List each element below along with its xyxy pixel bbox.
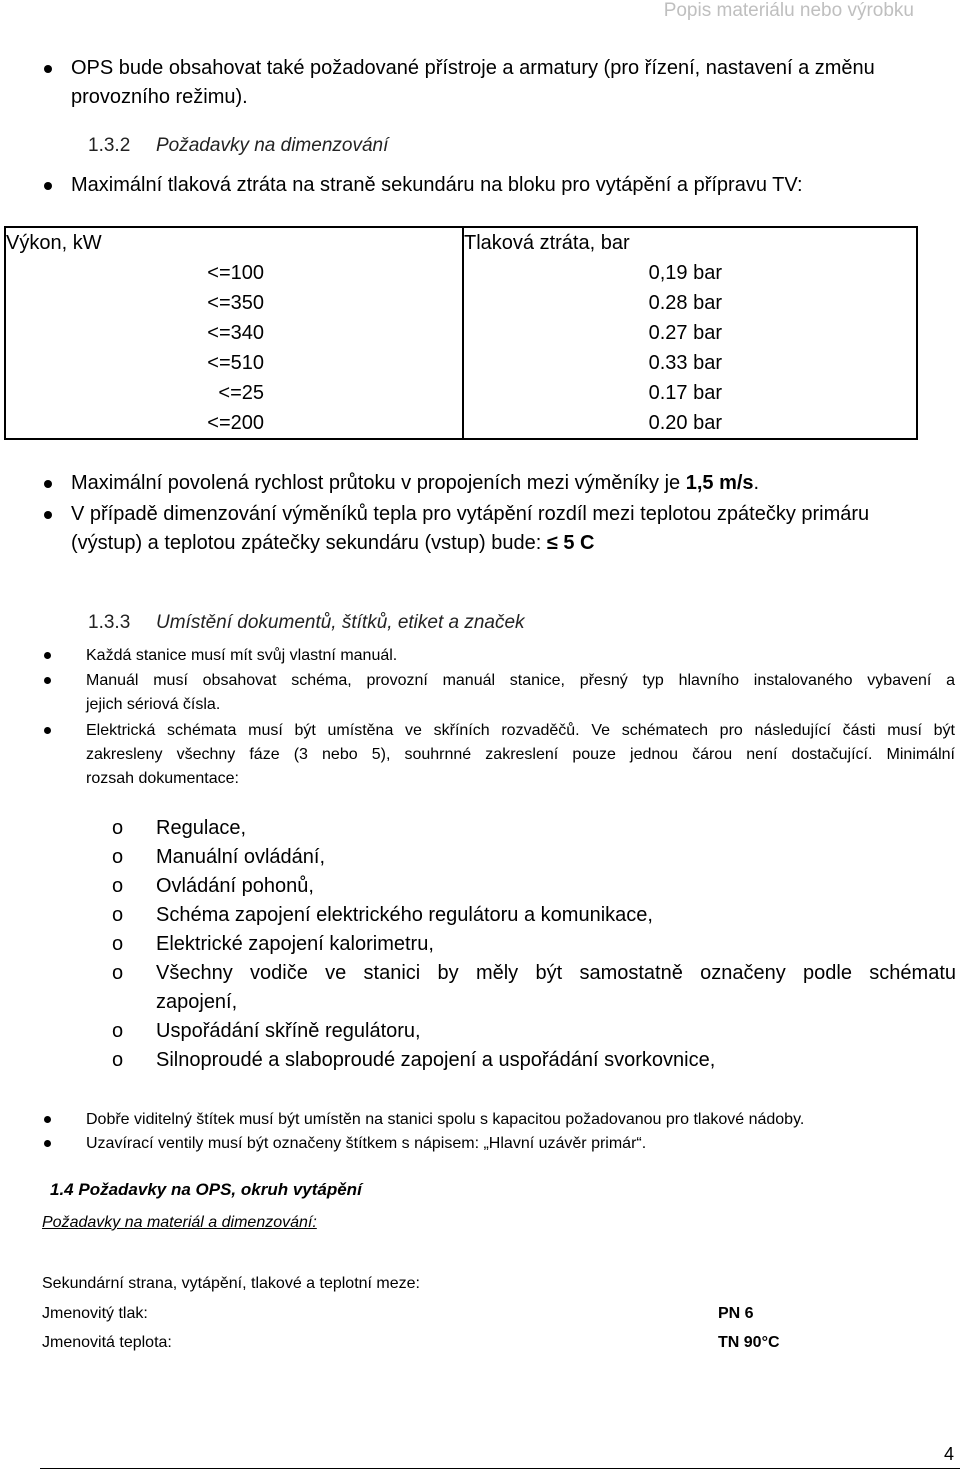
table-row (5, 318, 917, 348)
limits-label-pressure: Jmenovitý tlak: (42, 1305, 148, 1322)
bullet-own-manual: Každá stanice musí mít svůj vlastní manuál. (86, 647, 398, 664)
bullet-dot (44, 727, 51, 734)
table-cell-power: <=510 (207, 352, 264, 374)
bullet-ops-line1: OPS bude obsahovat také požadované přístroje a armatury (pro řízení, nastavení a změnu (71, 57, 875, 79)
flow-text: Maximální povolená rychlost průtoku v propojeních mezi výměníky je (71, 472, 686, 494)
limits-intro: Sekundární strana, vytápění, tlakové a teplotní meze: (42, 1275, 420, 1292)
bullet-dot (44, 480, 52, 488)
section-number-132: 1.3.2 (88, 135, 131, 156)
list-item: Manuální ovládání, (156, 846, 326, 868)
table-cell-loss: 0.28 bar (648, 292, 722, 314)
list-marker: o (112, 817, 124, 839)
table-cell-loss: 0.20 bar (648, 412, 722, 434)
bullet-dot (44, 677, 51, 684)
bullet-dot (44, 65, 52, 73)
list-item: Schéma zapojení elektrického regulátoru a komunikace, (156, 904, 653, 926)
table-cell-power: <=350 (207, 292, 264, 314)
bullet-manual-contents-line1: Manuál musí obsahovat schéma, provozní manuál stanice, přesný typ hlavního instalovaného vybavení a (86, 672, 955, 689)
table-row (5, 378, 917, 408)
list-marker: o (112, 904, 124, 926)
table-cell-power: <=25 (218, 382, 264, 404)
table-row (5, 348, 917, 378)
temp-value: ≤ 5 C (546, 532, 595, 554)
table-cell-power: <=200 (207, 412, 264, 434)
limits-value-pressure: PN 6 (718, 1305, 754, 1322)
list-item: Ovládání pohonů, (156, 875, 314, 897)
table-row (5, 288, 917, 318)
table-cell-loss: 0.27 bar (648, 322, 722, 344)
bullet-dot (44, 652, 51, 659)
table-cell-loss: 0.33 bar (648, 352, 722, 374)
bullet-dot (44, 182, 52, 190)
bullet-dot (44, 1140, 51, 1147)
list-marker: o (112, 933, 124, 955)
table-row (5, 408, 917, 439)
list-marker: o (112, 875, 124, 897)
list-item: Silnoproudé a slaboproudé zapojení a uspořádání svorkovnice, (156, 1049, 716, 1071)
list-item: Všechny vodiče ve stanici by měly být samostatně označeny podle schématu (156, 962, 956, 984)
list-item-continuation: zapojení, (156, 991, 238, 1013)
bullet-temp-line2 (71, 529, 594, 558)
bullet-schematics-line3: rozsah dokumentace: (86, 770, 239, 787)
bullet-shutoff-valves: Uzavírací ventily musí být označeny štítkem s nápisem: „Hlavní uzávěr primár“. (86, 1135, 647, 1152)
list-marker: o (112, 962, 124, 984)
temp-text: (výstup) a teplotou zpátečky sekundáru (vstup) bude: (71, 532, 547, 554)
table-cell-loss: 0.17 bar (648, 382, 722, 404)
bullet-ops-line2: provozního režimu). (71, 86, 248, 108)
bullet-label-plate: Dobře viditelný štítek musí být umístěn na stanici spolu s kapacitou požadovanou pro tlakové nádoby. (86, 1111, 805, 1128)
table-header-power: Výkon, kW (5, 227, 463, 258)
section-title-133: Umístění dokumentů, štítků, etiket a značek (156, 612, 525, 633)
list-item: Elektrické zapojení kalorimetru, (156, 933, 434, 955)
table-cell-loss: 0,19 bar (648, 262, 722, 284)
document-header-title: Popis materiálu nebo výrobku (663, 0, 914, 21)
section-number-133: 1.3.3 (88, 612, 131, 633)
table-cell-power: <=100 (207, 262, 264, 284)
table-header-row (5, 227, 917, 258)
limits-value-temperature: TN 90°C (718, 1334, 780, 1351)
section-title-132: Požadavky na dimenzování (156, 135, 389, 156)
page-number: 4 (943, 1444, 954, 1464)
list-marker: o (112, 1020, 124, 1042)
flow-end: . (753, 472, 760, 494)
footer-rule (40, 1468, 960, 1469)
table-row (5, 258, 917, 288)
pressure-loss-table (4, 226, 918, 440)
bullet-pressure-loss: Maximální tlaková ztráta na straně sekundáru na bloku pro vytápění a přípravu TV: (71, 174, 803, 196)
bullet-schematics-line1: Elektrická schémata musí být umístěna ve skříních rozvaděčů. Ve schématech pro následující části musí být (86, 722, 955, 739)
table-header-loss: Tlaková ztráta, bar (463, 227, 917, 258)
limits-label-temperature: Jmenovitá teplota: (42, 1334, 172, 1351)
list-item: Uspořádání skříně regulátoru, (156, 1020, 421, 1042)
list-item: Regulace, (156, 817, 247, 839)
list-marker: o (112, 1049, 124, 1071)
table-cell-power: <=340 (207, 322, 264, 344)
section-title-14: 1.4 Požadavky na OPS, okruh vytápění (50, 1180, 362, 1199)
list-marker: o (112, 846, 124, 868)
bullet-schematics-line2: zakresleny všechny fáze (3 nebo 5), souhrnné zakreslení pouze jednou čárou není dostačující. Minimální (86, 746, 955, 763)
bullet-dot (44, 1116, 51, 1123)
section-subtitle-14: Požadavky na materiál a dimenzování: (42, 1214, 317, 1231)
bullet-dot (44, 511, 52, 519)
bullet-manual-contents-line2: jejich sériová čísla. (86, 696, 221, 713)
bullet-flow-velocity (71, 469, 759, 498)
bullet-temp-line1: V případě dimenzování výměníků tepla pro vytápění rozdíl mezi teplotou zpátečky primáru (71, 503, 870, 525)
flow-value: 1,5 m/s (685, 472, 754, 494)
